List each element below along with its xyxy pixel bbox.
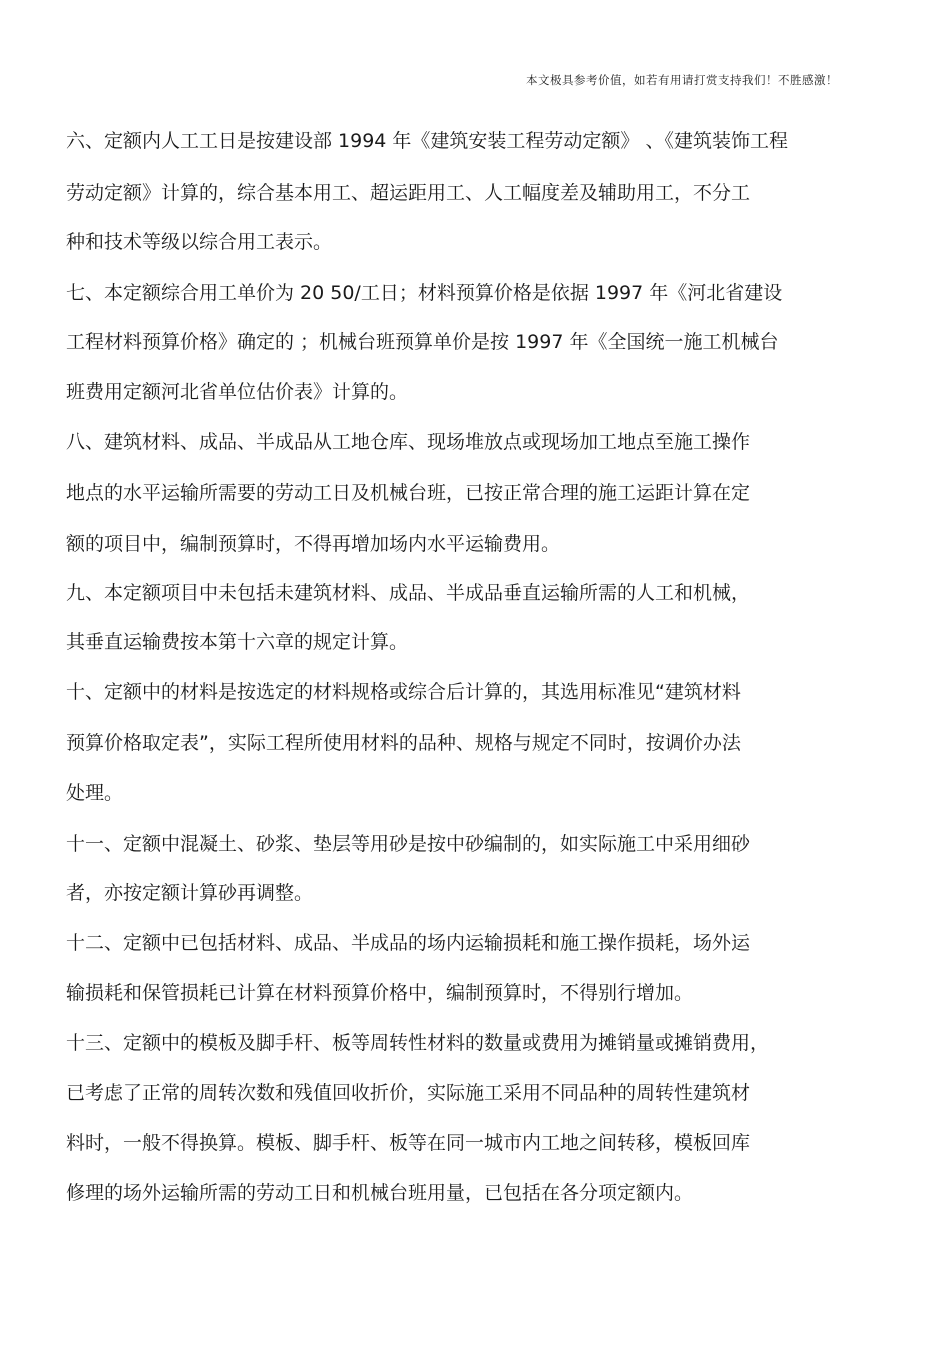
paragraph-line: 料时，一般不得换算。模板、脚手杆、板等在同一城市内工地之间转移，模板回库 <box>66 1132 751 1154</box>
header-note: 本文极具参考价值，如若有用请打赏支持我们！不胜感激！ <box>526 73 838 87</box>
paragraph-line: 修理的场外运输所需的劳动工日和机械台班用量，已包括在各分项定额内。 <box>66 1182 694 1204</box>
paragraph-line: 处理。 <box>66 782 124 804</box>
paragraph-line: 班费用定额河北省单位估价表》计算的。 <box>66 381 409 403</box>
paragraph-line: 种和技术等级以综合用工表示。 <box>66 231 333 253</box>
paragraph-line: 七、本定额综合用工单价为 20 50/工日；材料预算价格是依据 1997 年《河北省建设 <box>66 282 783 304</box>
paragraph-line: 额的项目中，编制预算时，不得再增加场内水平运输费用。 <box>66 533 561 555</box>
paragraph-line: 预算价格取定表”，实际工程所使用材料的品种、规格与规定不同时，按调价办法 <box>66 732 741 754</box>
paragraph-line: 十三、定额中的模板及脚手杆、板等周转性材料的数量或费用为摊销量或摊销费用， <box>66 1032 770 1054</box>
paragraph-line: 六、定额内人工工日是按建设部 1994 年《建筑安装工程劳动定额》 、《建筑装饰工程 <box>66 130 788 152</box>
paragraph-line: 劳动定额》计算的，综合基本用工、超运距用工、人工幅度差及辅助用工，不分工 <box>66 182 751 204</box>
paragraph-line: 九、本定额项目中未包括未建筑材料、成品、半成品垂直运输所需的人工和机械， <box>66 582 751 604</box>
paragraph-line: 地点的水平运输所需要的劳动工日及机械台班，已按正常合理的施工运距计算在定 <box>66 482 751 504</box>
paragraph-line: 其垂直运输费按本第十六章的规定计算。 <box>66 631 409 653</box>
paragraph-line: 者，亦按定额计算砂再调整。 <box>66 882 314 904</box>
paragraph-line: 已考虑了正常的周转次数和残值回收折价，实际施工采用不同品种的周转性建筑材 <box>66 1082 751 1104</box>
paragraph-line: 十二、定额中已包括材料、成品、半成品的场内运输损耗和施工操作损耗，场外运 <box>66 932 751 954</box>
paragraph-line: 输损耗和保管损耗已计算在材料预算价格中，编制预算时，不得别行增加。 <box>66 982 694 1004</box>
paragraph-line: 八、建筑材料、成品、半成品从工地仓库、现场堆放点或现场加工地点至施工操作 <box>66 431 751 453</box>
paragraph-line: 工程材料预算价格》确定的 ；机械台班预算单价是按 1997 年《全国统一施工机械台 <box>66 331 779 353</box>
paragraph-line: 十、定额中的材料是按选定的材料规格或综合后计算的，其选用标准见“建筑材料 <box>66 681 741 703</box>
paragraph-line: 十一、定额中混凝土、砂浆、垫层等用砂是按中砂编制的，如实际施工中采用细砂 <box>66 833 751 855</box>
